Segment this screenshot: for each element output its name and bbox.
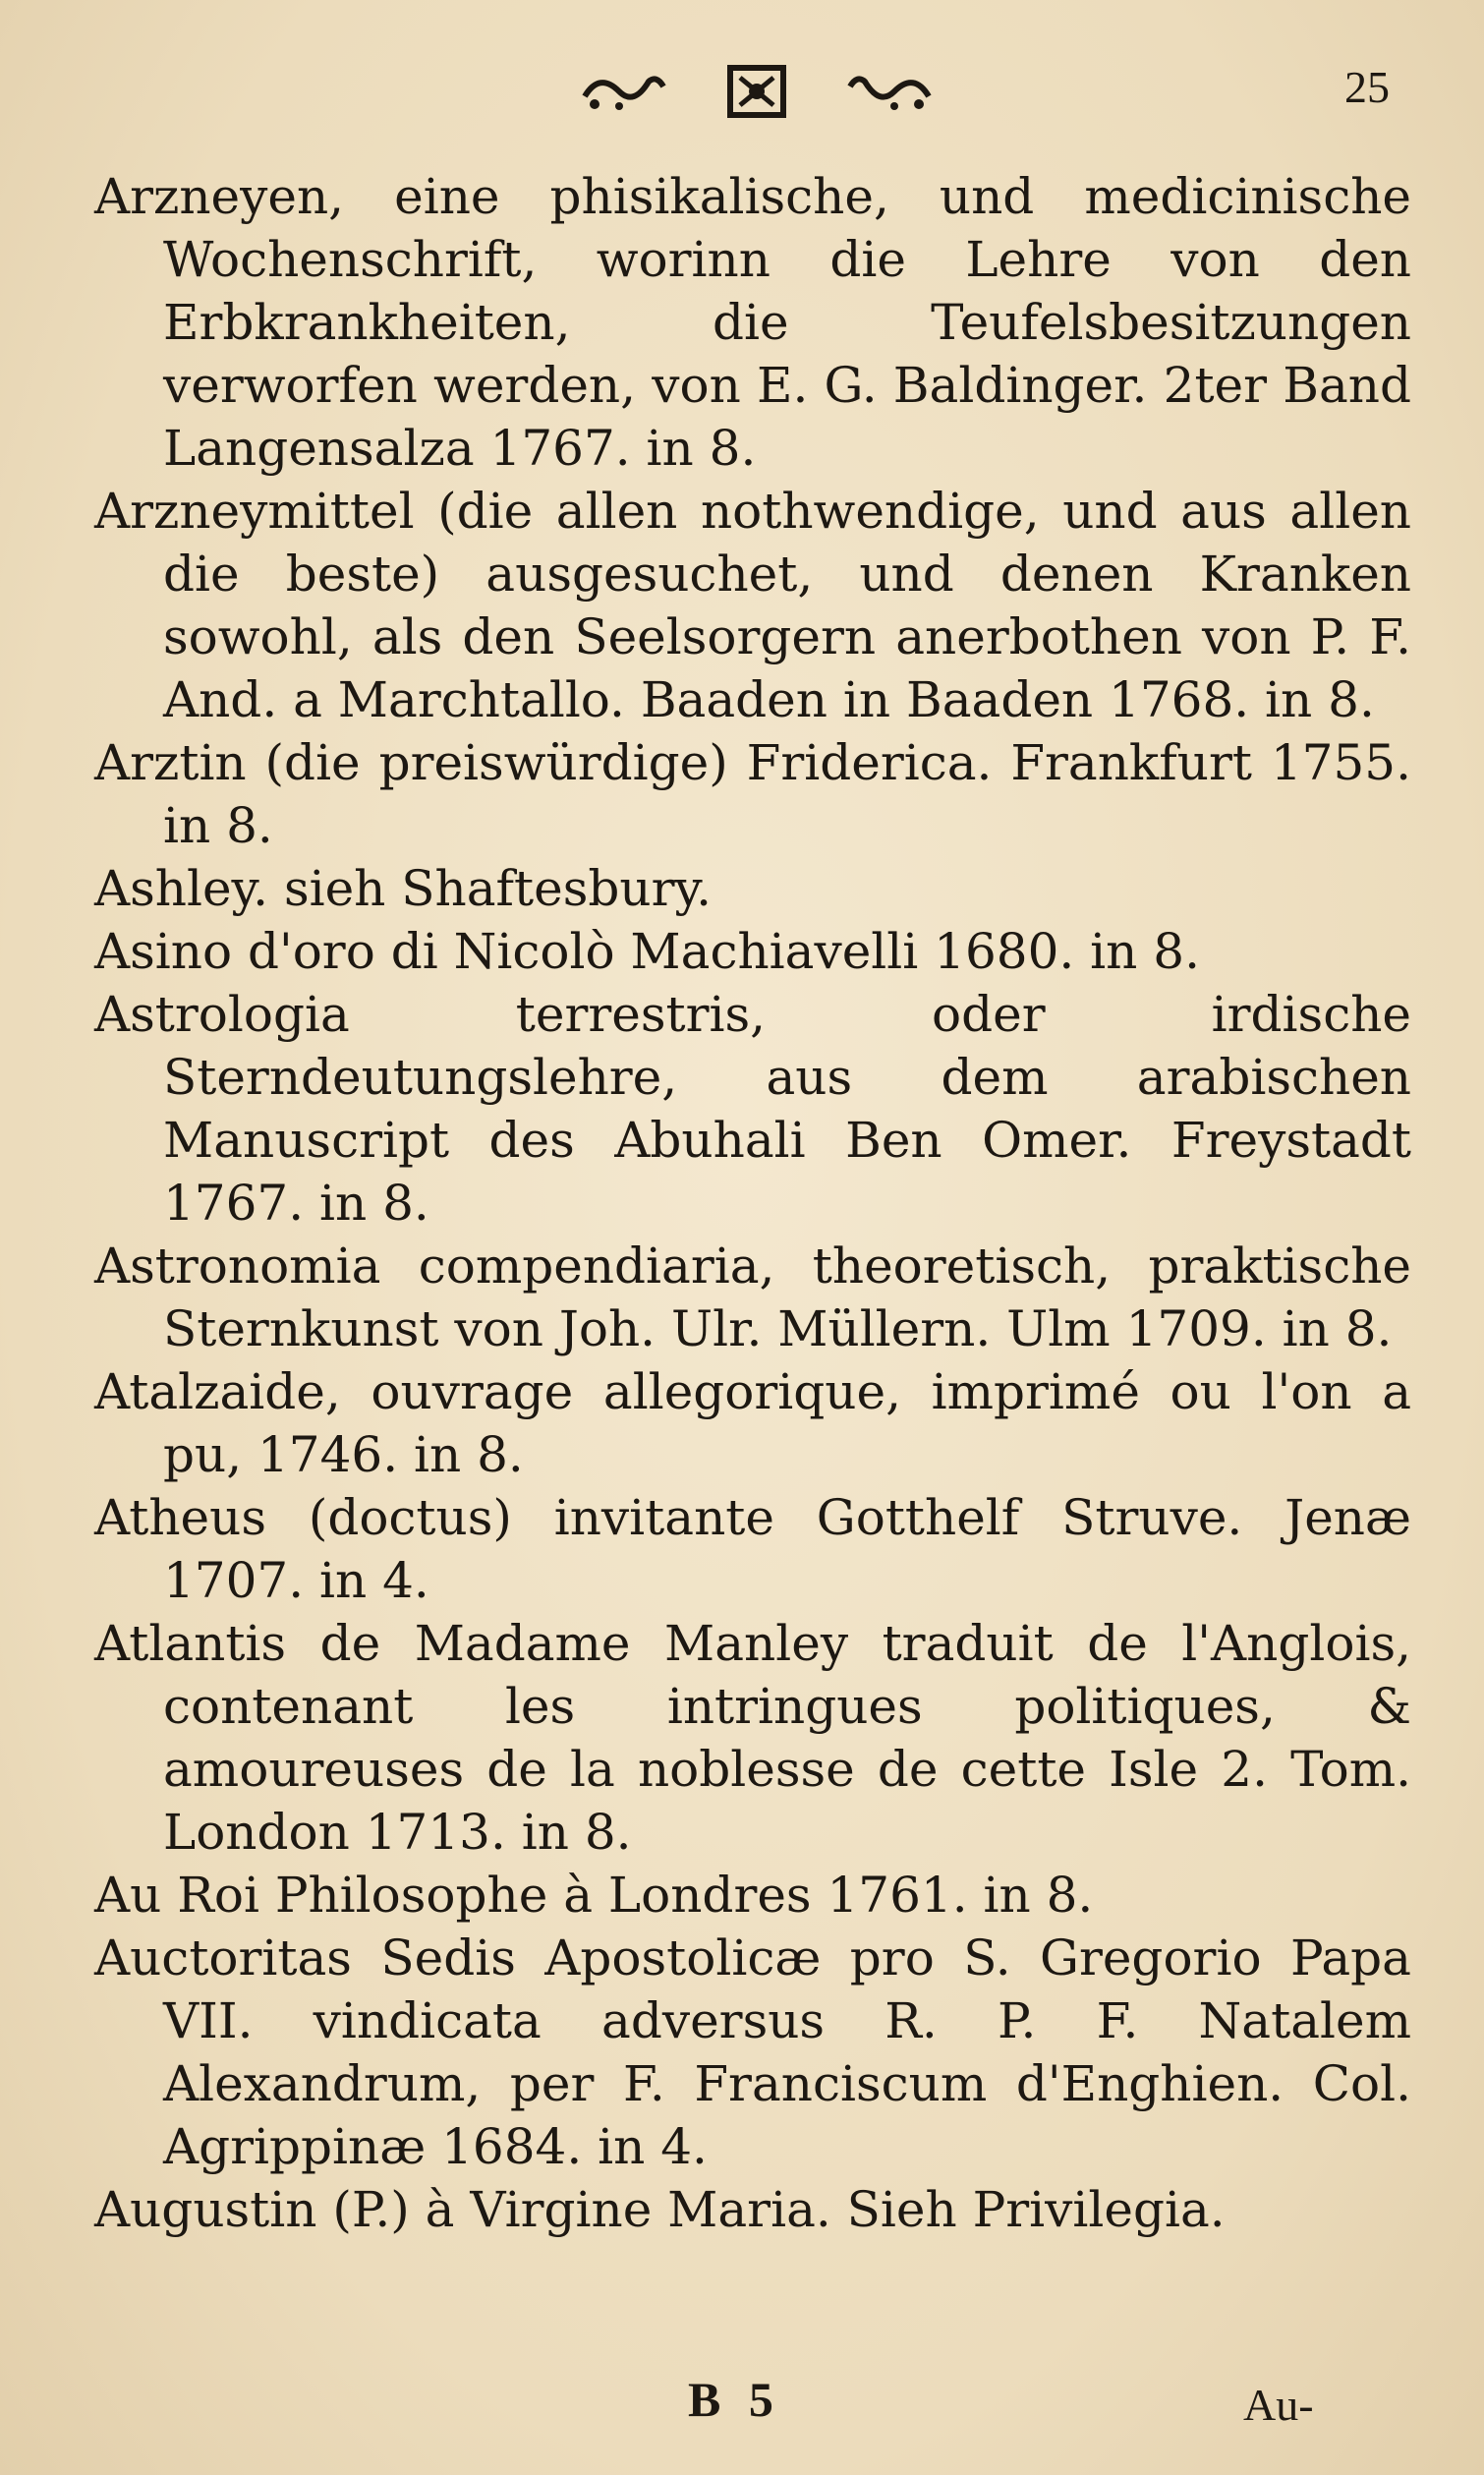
signature-mark: B 5 [688, 2372, 781, 2427]
entry: Auctoritas Sedis Apostolicæ pro S. Gregorio Papa VII. vindicata adversus R. P. F. Natalem Alexandrum, per F. Franciscum d'Enghien. Col. Agrippinæ 1684. in 4. [94, 1929, 1411, 2175]
right-ornament-icon [845, 67, 934, 116]
header-ornament [580, 57, 934, 126]
entry: Atheus (doctus) invitante Gotthelf Struve. Jenæ 1707. in 4. [94, 1489, 1411, 1609]
entry: Arzneyen, eine phisikalische, und medicinische Wochenschrift, worinn die Lehre von den Erbkrankheiten, die Teufelsbesitzungen verworfen werden, von E. G. Baldinger. 2ter Band Langensalza 1767. in 8. [94, 168, 1411, 477]
bibliography-entries [94, 165, 1411, 2241]
entry: Au Roi Philosophe à Londres 1761. in 8. [94, 1867, 1094, 1924]
entry: Astronomia compendiaria, theoretisch, praktische Sternkunst von Joh. Ulr. Müllern. Ulm 1709. in 8. [94, 1238, 1411, 1357]
entry: Arzneymittel (die allen nothwendige, und aus allen die beste) ausgesuchet, und denen Kranken sowohl, als den Seelsorgern anerbothen von P. F. And. a Marchtallo. Baaden in Baaden 1768. in 8. [94, 483, 1411, 728]
left-ornament-icon [580, 67, 668, 116]
page-number: 25 [1344, 62, 1390, 112]
entry: Ashley. sieh Shaftesbury. [94, 860, 713, 917]
entry: Atalzaide, ouvrage allegorique, imprimé ou l'on a pu, 1746. in 8. [94, 1363, 1411, 1483]
entry: Astrologia terrestris, oder irdische Sterndeutungslehre, aus dem arabischen Manuscript des Abuhali Ben Omer. Freystadt 1767. in 8. [94, 986, 1411, 1232]
entry: Arztin (die preiswürdige) Friderica. Frankfurt 1755. in 8. [94, 734, 1411, 854]
catchword: Au- [1243, 2380, 1314, 2430]
entry: Augustin (P.) à Virgine Maria. Sieh Privilegia. [94, 2181, 1226, 2238]
entry: Asino d'oro di Nicolò Machiavelli 1680. in 8. [94, 923, 1200, 980]
center-ornament-icon [722, 62, 791, 121]
entry: Atlantis de Madame Manley traduit de l'Anglois, contenant les intringues politiques, & amoureuses de la noblesse de cette Isle 2. Tom. London 1713. in 8. [94, 1615, 1411, 1861]
